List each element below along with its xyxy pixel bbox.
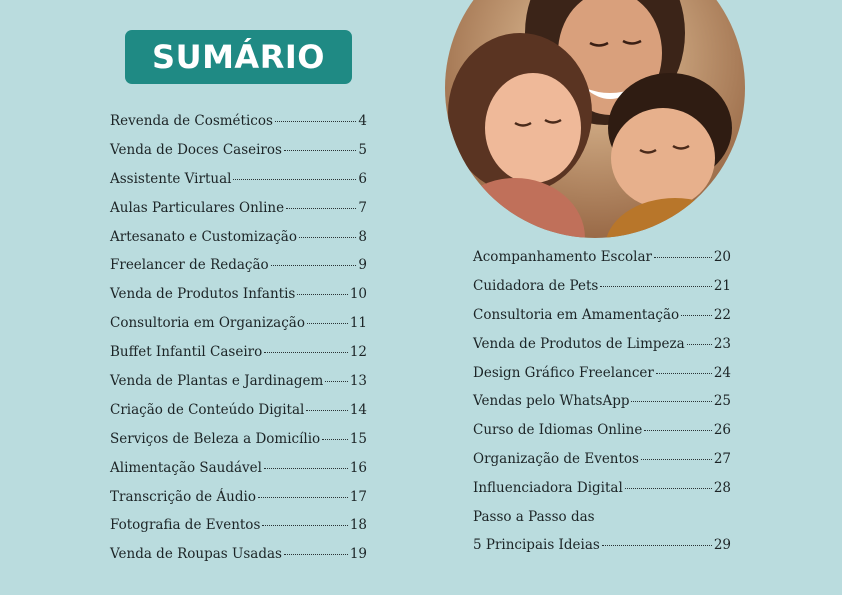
toc-item-label: Venda de Plantas e Jardinagem bbox=[110, 373, 324, 390]
toc-item-page: 6 bbox=[358, 170, 367, 187]
toc-item[interactable] bbox=[473, 479, 731, 508]
toc-item-label: Alimentação Saudável bbox=[110, 459, 262, 476]
dot-leader bbox=[306, 410, 347, 411]
toc-item-page: 13 bbox=[349, 373, 367, 390]
toc-item-label-line1: Passo a Passo das bbox=[473, 509, 595, 526]
toc-item-page: 17 bbox=[349, 488, 367, 505]
toc-item-label: Venda de Roupas Usadas bbox=[110, 546, 282, 563]
dot-leader bbox=[284, 554, 348, 555]
toc-left-column bbox=[110, 112, 367, 574]
toc-item[interactable] bbox=[110, 170, 367, 199]
toc-item[interactable] bbox=[110, 430, 367, 459]
dot-leader bbox=[271, 265, 357, 266]
toc-item[interactable] bbox=[110, 401, 367, 430]
toc-item[interactable] bbox=[473, 335, 731, 364]
toc-item-label: Criação de Conteúdo Digital bbox=[110, 401, 305, 418]
dot-leader bbox=[602, 545, 712, 546]
toc-item-label: Consultoria em Amamentação bbox=[473, 306, 680, 323]
toc-item-label: Artesanato e Customização bbox=[110, 228, 297, 245]
toc-item-page: 19 bbox=[349, 546, 367, 563]
toc-item-label: Influenciadora Digital bbox=[473, 480, 623, 497]
toc-item-page: 18 bbox=[349, 517, 367, 534]
toc-item-label: Assistente Virtual bbox=[110, 170, 232, 187]
dot-leader bbox=[264, 352, 348, 353]
dot-leader bbox=[687, 344, 712, 345]
toc-item-label: Design Gráfico Freelancer bbox=[473, 364, 654, 381]
dot-leader bbox=[286, 208, 356, 209]
toc-item-page: 21 bbox=[713, 277, 731, 294]
toc-item-page: 9 bbox=[358, 257, 367, 274]
toc-item-page: 27 bbox=[713, 451, 731, 468]
toc-item-page: 11 bbox=[349, 315, 367, 332]
toc-item[interactable] bbox=[110, 372, 367, 401]
toc-item-page: 16 bbox=[349, 459, 367, 476]
dot-leader bbox=[284, 150, 356, 151]
toc-item[interactable] bbox=[473, 277, 731, 306]
toc-item-line2 bbox=[473, 536, 731, 554]
family-photo bbox=[445, 0, 745, 238]
dot-leader bbox=[631, 401, 711, 402]
toc-item-page: 28 bbox=[713, 480, 731, 497]
dot-leader bbox=[625, 488, 712, 489]
toc-item-page: 8 bbox=[358, 228, 367, 245]
dot-leader bbox=[644, 430, 711, 431]
dot-leader bbox=[325, 381, 348, 382]
toc-right-column bbox=[473, 248, 731, 564]
toc-item-page: 25 bbox=[713, 393, 731, 410]
toc-item-label: Venda de Produtos Infantis bbox=[110, 286, 296, 303]
toc-item[interactable] bbox=[110, 285, 367, 314]
toc-item[interactable] bbox=[110, 141, 367, 170]
toc-item[interactable] bbox=[110, 112, 367, 141]
toc-item-page: 26 bbox=[713, 422, 731, 439]
dot-leader bbox=[262, 525, 347, 526]
toc-item-page: 7 bbox=[358, 199, 367, 216]
toc-item[interactable] bbox=[110, 545, 367, 574]
toc-item-label: Cuidadora de Pets bbox=[473, 277, 599, 294]
toc-item[interactable] bbox=[473, 450, 731, 479]
toc-item-label: Venda de Produtos de Limpeza bbox=[473, 335, 685, 352]
toc-item-label: Acompanhamento Escolar bbox=[473, 249, 652, 265]
toc-item[interactable] bbox=[110, 459, 367, 488]
toc-item-page: 4 bbox=[358, 113, 367, 129]
toc-item[interactable] bbox=[110, 256, 367, 285]
toc-item[interactable] bbox=[110, 516, 367, 545]
toc-item-label: Buffet Infantil Caseiro bbox=[110, 344, 263, 361]
toc-item-label: Revenda de Cosméticos bbox=[110, 113, 273, 129]
toc-item-label: Transcrição de Áudio bbox=[110, 488, 256, 505]
toc-item-page: 14 bbox=[349, 401, 367, 418]
dot-leader bbox=[258, 497, 348, 498]
toc-item-page: 12 bbox=[349, 344, 367, 361]
dot-leader bbox=[233, 179, 356, 180]
toc-item[interactable] bbox=[110, 199, 367, 228]
dot-leader bbox=[299, 237, 356, 238]
toc-item-page: 24 bbox=[713, 364, 731, 381]
title-badge bbox=[125, 30, 352, 84]
family-photo-illustration bbox=[445, 0, 745, 238]
toc-item-page: 20 bbox=[713, 249, 731, 265]
toc-item-label: Serviços de Beleza a Domicílio bbox=[110, 430, 321, 447]
toc-item[interactable] bbox=[110, 314, 367, 343]
toc-item-label: Consultoria em Organização bbox=[110, 315, 305, 332]
toc-item[interactable] bbox=[110, 488, 367, 517]
toc-item-label: Aulas Particulares Online bbox=[110, 199, 285, 216]
toc-item-label: Fotografia de Eventos bbox=[110, 517, 261, 534]
toc-item-last[interactable] bbox=[473, 508, 731, 564]
toc-item-label: Freelancer de Redação bbox=[110, 257, 269, 274]
toc-item[interactable] bbox=[473, 421, 731, 450]
dot-leader bbox=[654, 257, 712, 258]
toc-item[interactable] bbox=[473, 306, 731, 335]
dot-leader bbox=[307, 323, 348, 324]
toc-item-label: Venda de Doces Caseiros bbox=[110, 141, 282, 158]
toc-item[interactable] bbox=[473, 392, 731, 421]
dot-leader bbox=[681, 315, 712, 316]
toc-item[interactable] bbox=[473, 248, 731, 277]
toc-item[interactable] bbox=[110, 228, 367, 257]
toc-item-page: 10 bbox=[349, 286, 367, 303]
toc-item-label: Vendas pelo WhatsApp bbox=[473, 393, 630, 410]
toc-item-label: Organização de Eventos bbox=[473, 451, 639, 468]
toc-item-label-line2: 5 Principais Ideias bbox=[473, 537, 600, 554]
toc-item[interactable] bbox=[473, 364, 731, 393]
toc-item-page: 29 bbox=[713, 537, 731, 554]
toc-item-page: 22 bbox=[713, 306, 731, 323]
dot-leader bbox=[264, 468, 348, 469]
dot-leader bbox=[275, 121, 357, 122]
toc-item[interactable] bbox=[110, 343, 367, 372]
toc-item-page: 23 bbox=[713, 335, 731, 352]
toc-item-page: 15 bbox=[349, 430, 367, 447]
dot-leader bbox=[656, 373, 712, 374]
dot-leader bbox=[641, 459, 712, 460]
toc-item-label: Curso de Idiomas Online bbox=[473, 422, 643, 439]
dot-leader bbox=[297, 294, 348, 295]
dot-leader bbox=[600, 286, 711, 287]
page-title: SUMÁRIO bbox=[152, 38, 325, 76]
toc-item-page: 5 bbox=[358, 141, 367, 158]
dot-leader bbox=[322, 439, 348, 440]
